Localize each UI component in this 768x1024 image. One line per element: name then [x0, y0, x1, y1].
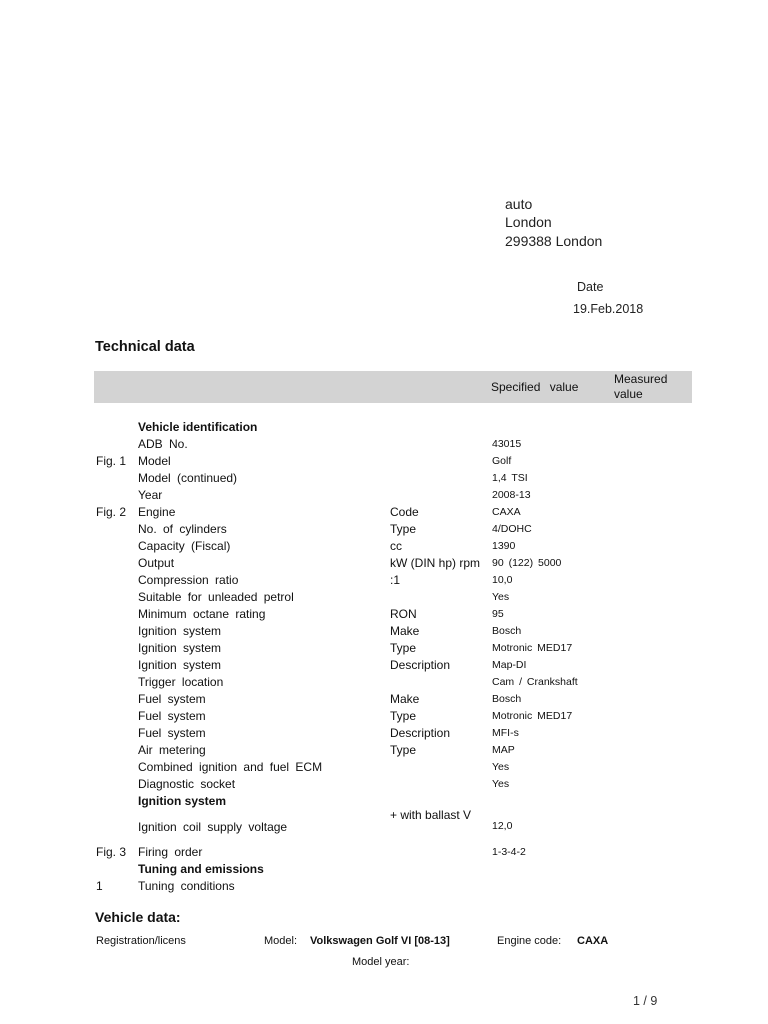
row-label: Fuel system: [138, 692, 206, 706]
table-row: [0, 623, 768, 640]
table-header-bar: [94, 371, 692, 403]
row-label: Firing order: [138, 845, 203, 859]
row-unit: Make: [390, 692, 420, 706]
model-value: Volkswagen Golf VI [08-13]: [310, 935, 450, 947]
table-row: [0, 453, 768, 470]
row-spec: 1,4 TSI: [492, 472, 528, 484]
row-unit: RON: [390, 607, 417, 621]
table-row: [0, 657, 768, 674]
row-spec: Bosch: [492, 693, 522, 705]
table-row: [0, 759, 768, 776]
table-row: [0, 708, 768, 725]
table-row: [0, 487, 768, 504]
row-spec: MAP: [492, 744, 515, 756]
row-label: Ignition system: [138, 794, 227, 808]
row-label: Minimum octane rating: [138, 607, 266, 621]
row-spec: Golf: [492, 455, 512, 467]
date-value: 19.Feb.2018: [573, 302, 644, 316]
vehicle-data-title: Vehicle data:: [95, 909, 181, 925]
table-row: [0, 640, 768, 657]
row-label: Fuel system: [138, 709, 206, 723]
row-label: Suitable for unleaded petrol: [138, 590, 294, 604]
row-label: Ignition coil supply voltage: [138, 820, 288, 834]
row-spec: Yes: [492, 761, 510, 773]
row-label: Ignition system: [138, 641, 222, 655]
address-line-2: London: [505, 214, 552, 230]
row-unit: Description: [390, 726, 451, 740]
model-year-label: Model year:: [352, 956, 410, 968]
table-row: [0, 844, 768, 861]
row-spec: Map-DI: [492, 659, 527, 671]
table-row: [0, 504, 768, 521]
row-label: Capacity (Fiscal): [138, 539, 231, 553]
page-number: 1 / 9: [633, 994, 658, 1008]
row-spec: 10,0: [492, 574, 513, 586]
row-spec: 2008-13: [492, 489, 531, 501]
date-label: Date: [577, 280, 604, 294]
table-row: [0, 606, 768, 623]
table-row: [0, 810, 768, 844]
table-row: [0, 878, 768, 895]
row-label: Combined ignition and fuel ECM: [138, 760, 323, 774]
address-line-3: 299388 London: [505, 233, 603, 249]
row-unit: kW (DIN hp) rpm: [390, 556, 480, 570]
header-specified-value: Specified value: [491, 380, 579, 394]
engine-code-value: CAXA: [577, 935, 609, 947]
row-spec: 43015: [492, 438, 522, 450]
row-unit: :1: [390, 573, 401, 587]
table-row: [0, 436, 768, 453]
row-spec: Cam / Crankshaft: [492, 676, 578, 688]
engine-code-label: Engine code:: [497, 935, 562, 947]
row-unit: Make: [390, 624, 420, 638]
table-row: [0, 793, 768, 810]
row-label: Year: [138, 488, 163, 502]
row-unit: Type: [390, 641, 417, 655]
row-unit: Description: [390, 658, 451, 672]
technical-data-table: [0, 419, 768, 895]
row-label: Model: [138, 454, 171, 468]
row-spec: Motronic MED17: [492, 710, 573, 722]
row-label: Vehicle identification: [138, 420, 258, 434]
table-row: [0, 589, 768, 606]
row-fig: Fig. 2: [96, 505, 127, 519]
table-row: [0, 572, 768, 589]
row-unit: + with ballast V: [390, 808, 472, 822]
row-label: Engine: [138, 505, 176, 519]
row-spec: 1-3-4-2: [492, 846, 526, 858]
row-unit: Type: [390, 743, 417, 757]
header-measured-value: Measured value: [614, 372, 668, 401]
row-unit: Type: [390, 709, 417, 723]
row-spec: Motronic MED17: [492, 642, 573, 654]
section-title: Technical data: [95, 339, 195, 355]
row-spec: 4/DOHC: [492, 523, 532, 535]
table-row: [0, 521, 768, 538]
table-row: [0, 674, 768, 691]
row-spec: 95: [492, 608, 504, 620]
table-row: [0, 470, 768, 487]
row-unit: Code: [390, 505, 419, 519]
row-spec: Yes: [492, 778, 510, 790]
row-label: Diagnostic socket: [138, 777, 236, 791]
row-label: Fuel system: [138, 726, 206, 740]
row-spec: Bosch: [492, 625, 522, 637]
address-line-1: auto: [505, 196, 533, 212]
table-row: [0, 776, 768, 793]
row-label: Compression ratio: [138, 573, 239, 587]
row-fig: Fig. 3: [96, 845, 127, 859]
row-label: Tuning conditions: [138, 879, 235, 893]
row-spec: CAXA: [492, 506, 521, 518]
table-row: [0, 555, 768, 572]
row-label: Ignition system: [138, 624, 222, 638]
row-label: Ignition system: [138, 658, 222, 672]
table-row: [0, 691, 768, 708]
row-fig: 1: [96, 879, 103, 893]
row-label: Model (continued): [138, 471, 238, 485]
row-spec: 90 (122) 5000: [492, 557, 562, 569]
row-label: Tuning and emissions: [138, 862, 264, 876]
row-label: Trigger location: [138, 675, 224, 689]
table-row: [0, 725, 768, 742]
row-spec: 12,0: [492, 820, 513, 832]
row-spec: 1390: [492, 540, 516, 552]
row-label: ADB No.: [138, 437, 188, 451]
row-label: No. of cylinders: [138, 522, 227, 536]
table-row: [0, 538, 768, 555]
row-label: Output: [138, 556, 175, 570]
row-spec: Yes: [492, 591, 510, 603]
table-row: [0, 419, 768, 436]
row-fig: Fig. 1: [96, 454, 127, 468]
table-row: [0, 861, 768, 878]
registration-label: Registration/licens: [96, 935, 186, 947]
model-label: Model:: [264, 935, 298, 947]
row-unit: Type: [390, 522, 417, 536]
row-label: Air metering: [138, 743, 206, 757]
row-unit: cc: [390, 539, 402, 553]
table-row: [0, 742, 768, 759]
row-spec: MFI-s: [492, 727, 519, 739]
